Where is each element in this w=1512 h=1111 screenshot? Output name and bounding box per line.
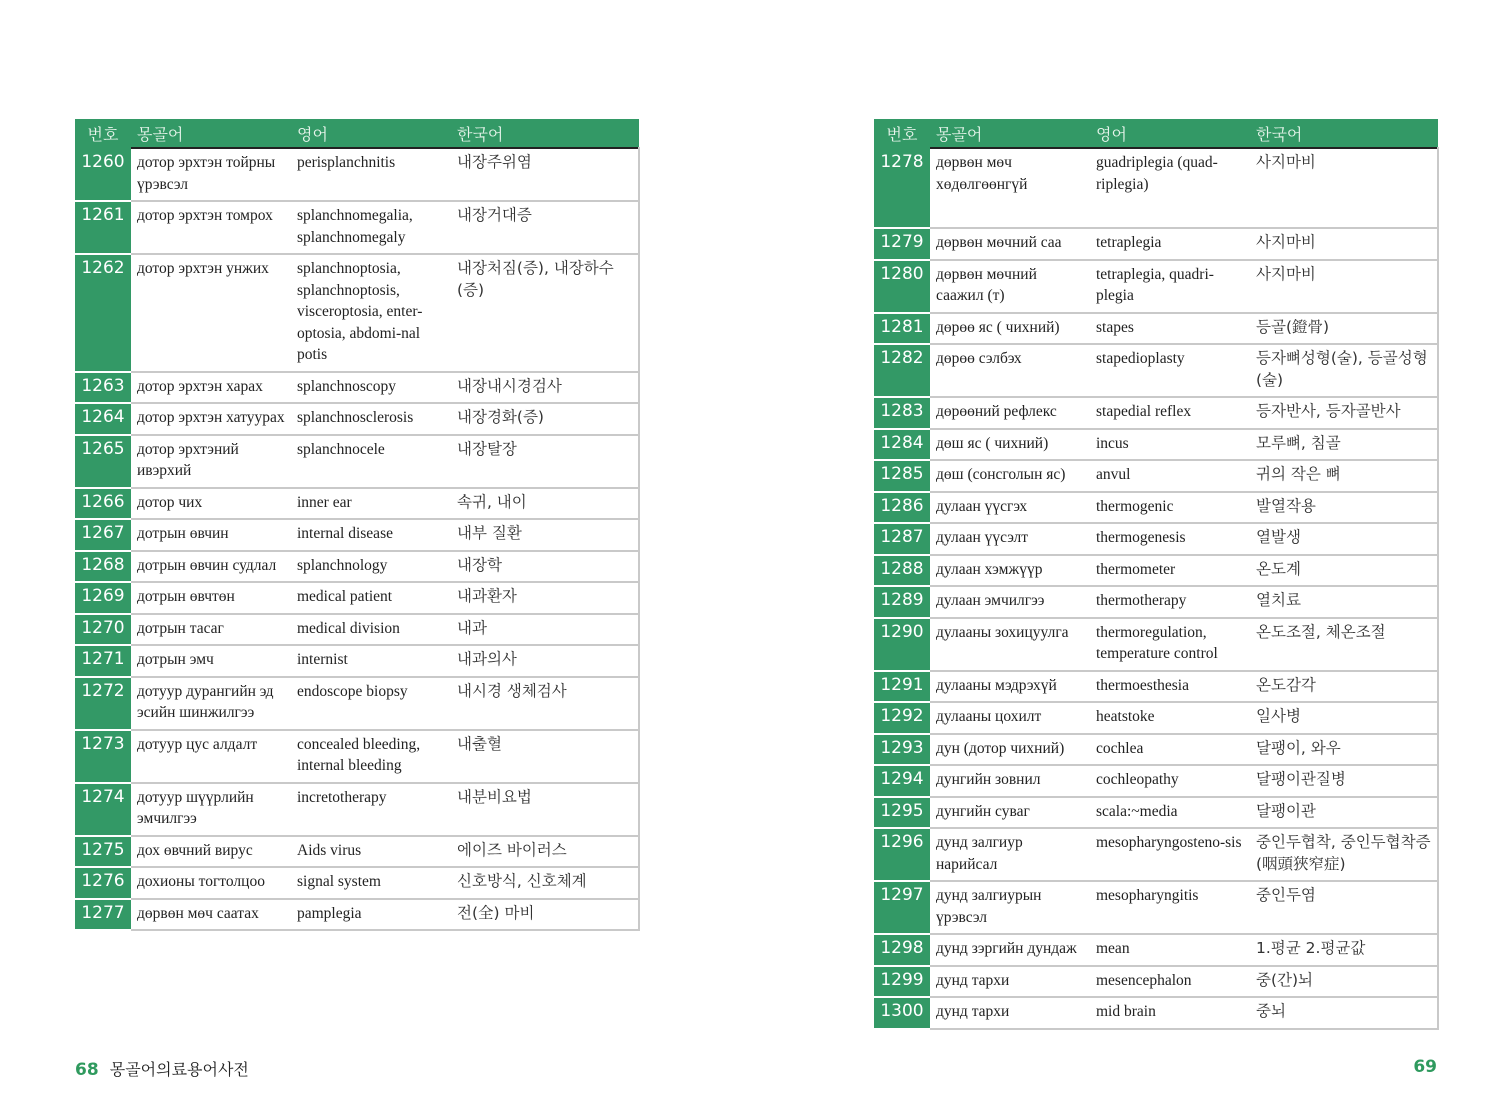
english-term: thermogenic (1090, 492, 1250, 524)
table-row (75, 614, 639, 646)
korean-term: 내장경화(증) (451, 403, 639, 435)
mongolian-term: дотор эрхтэн тойрны үрэвсэл (131, 148, 291, 201)
korean-term: 중인두염 (1250, 881, 1438, 934)
entry-number: 1288 (874, 555, 930, 587)
table-row (75, 836, 639, 868)
mongolian-term: дотор эрхтэн харах (131, 372, 291, 404)
korean-term: 온도계 (1250, 555, 1438, 587)
english-term: perisplanchnitis (291, 148, 451, 201)
mongolian-term: дунд залгиур нарийсал (930, 828, 1090, 881)
korean-term: 발열작용 (1250, 492, 1438, 524)
table-row (874, 523, 1438, 555)
mongolian-term: дохионы тогтолцоо (131, 867, 291, 899)
korean-term: 내시경 생체검사 (451, 677, 639, 730)
english-term: mean (1090, 934, 1250, 966)
entry-number: 1291 (874, 671, 930, 703)
korean-term: 일사병 (1250, 702, 1438, 734)
entry-number: 1277 (75, 899, 131, 931)
mongolian-term: дотор эрхтэний ивэрхий (131, 435, 291, 488)
table-body (874, 148, 1438, 1029)
mongolian-term: дотрын өвчин судлал (131, 551, 291, 583)
english-term: mesencephalon (1090, 966, 1250, 998)
table-row (874, 429, 1438, 461)
entry-number: 1261 (75, 201, 131, 254)
english-term: medical division (291, 614, 451, 646)
english-term: thermotherapy (1090, 586, 1250, 618)
korean-term: 달팽이관 (1250, 797, 1438, 829)
english-term: thermogenesis (1090, 523, 1250, 555)
korean-term: 내장내시경검사 (451, 372, 639, 404)
korean-term: 등자반사, 등자골반사 (1250, 397, 1438, 429)
mongolian-term: дунд залгиурын үрэвсэл (930, 881, 1090, 934)
header-mongolian: 몽골어 (131, 119, 291, 148)
table-row (874, 460, 1438, 492)
table-body (75, 148, 639, 930)
entry-number: 1280 (874, 260, 930, 313)
entry-number: 1287 (874, 523, 930, 555)
korean-term: 달팽이, 와우 (1250, 734, 1438, 766)
english-term: Aids virus (291, 836, 451, 868)
mongolian-term: дунгийн зовнил (930, 765, 1090, 797)
table-row (874, 492, 1438, 524)
entry-number: 1273 (75, 730, 131, 783)
english-term: splanchnology (291, 551, 451, 583)
english-term: medical patient (291, 582, 451, 614)
korean-term: 사지마비 (1250, 148, 1438, 228)
english-term: splanchnomegalia, splanchnomegaly (291, 201, 451, 254)
english-term: tetraplegia (1090, 228, 1250, 260)
entry-number: 1272 (75, 677, 131, 730)
korean-term: 내장처짐(증), 내장하수(증) (451, 254, 639, 372)
entry-number: 1268 (75, 551, 131, 583)
footer-right (1413, 1057, 1437, 1077)
entry-number: 1263 (75, 372, 131, 404)
mongolian-term: дөрвөн мөч хөдөлгөөнгүй (930, 148, 1090, 228)
table-row (75, 730, 639, 783)
table-row (874, 702, 1438, 734)
mongolian-term: дөрвөн мөч саатах (131, 899, 291, 931)
table-header (75, 119, 639, 148)
english-term: heatstoke (1090, 702, 1250, 734)
korean-term: 달팽이관질병 (1250, 765, 1438, 797)
korean-term: 사지마비 (1250, 260, 1438, 313)
entry-number: 1290 (874, 618, 930, 671)
mongolian-term: дунд тархи (930, 966, 1090, 998)
english-term: thermometer (1090, 555, 1250, 587)
entry-number: 1275 (75, 836, 131, 868)
english-term: anvul (1090, 460, 1250, 492)
table-row (874, 344, 1438, 397)
korean-term: 속귀, 내이 (451, 488, 639, 520)
english-term: stapes (1090, 313, 1250, 345)
entry-number: 1292 (874, 702, 930, 734)
table-row (75, 488, 639, 520)
entry-number: 1298 (874, 934, 930, 966)
mongolian-term: дулаан үүсэлт (930, 523, 1090, 555)
book-title: 몽골어의료용어사전 (109, 1060, 249, 1079)
mongolian-term: дотрын тасаг (131, 614, 291, 646)
korean-term: 등골(鐙骨) (1250, 313, 1438, 345)
korean-term: 등자뼈성형(술), 등골성형(술) (1250, 344, 1438, 397)
korean-term: 내장거대증 (451, 201, 639, 254)
table-row (75, 254, 639, 372)
table-row (75, 645, 639, 677)
table-row (874, 997, 1438, 1029)
entry-number: 1266 (75, 488, 131, 520)
english-term: internist (291, 645, 451, 677)
table-row (874, 397, 1438, 429)
korean-term: 1.평균 2.평균값 (1250, 934, 1438, 966)
table-row (874, 586, 1438, 618)
entry-number: 1278 (874, 148, 930, 228)
header-english: 영어 (1090, 119, 1250, 148)
table-row (874, 734, 1438, 766)
header-number: 번호 (75, 119, 131, 148)
english-term: inner ear (291, 488, 451, 520)
korean-term: 에이즈 바이러스 (451, 836, 639, 868)
english-term: guadriplegia (quad-riplegia) (1090, 148, 1250, 228)
table-row (874, 671, 1438, 703)
table-row (874, 618, 1438, 671)
page-number-left: 68 (75, 1060, 99, 1080)
entry-number: 1260 (75, 148, 131, 201)
mongolian-term: дотор эрхтэн унжих (131, 254, 291, 372)
mongolian-term: дөрөө сэлбэх (930, 344, 1090, 397)
entry-number: 1296 (874, 828, 930, 881)
mongolian-term: дунд тархи (930, 997, 1090, 1029)
entry-number: 1267 (75, 519, 131, 551)
entry-number: 1297 (874, 881, 930, 934)
korean-term: 내장주위염 (451, 148, 639, 201)
mongolian-term: дөш (сонсголын яс) (930, 460, 1090, 492)
table-row (75, 519, 639, 551)
english-term: stapedioplasty (1090, 344, 1250, 397)
table-row (874, 765, 1438, 797)
entry-number: 1269 (75, 582, 131, 614)
korean-term: 내장탈장 (451, 435, 639, 488)
table-row (75, 551, 639, 583)
table-row (874, 828, 1438, 881)
mongolian-term: дулаан эмчилгээ (930, 586, 1090, 618)
mongolian-term: дотор чих (131, 488, 291, 520)
english-term: incus (1090, 429, 1250, 461)
table-row (874, 934, 1438, 966)
korean-term: 내장학 (451, 551, 639, 583)
entry-number: 1300 (874, 997, 930, 1029)
footer-left (75, 1057, 249, 1080)
mongolian-term: дулаан хэмжүүр (930, 555, 1090, 587)
english-term: scala:~media (1090, 797, 1250, 829)
table-row (75, 783, 639, 836)
mongolian-term: дулааны мэдрэхүй (930, 671, 1090, 703)
korean-term: 열치료 (1250, 586, 1438, 618)
table-row (75, 435, 639, 488)
mongolian-term: дотуур шүүрлийн эмчилгээ (131, 783, 291, 836)
korean-term: 사지마비 (1250, 228, 1438, 260)
korean-term: 내출혈 (451, 730, 639, 783)
header-mongolian: 몽골어 (930, 119, 1090, 148)
korean-term: 신호방식, 신호체계 (451, 867, 639, 899)
english-term: stapedial reflex (1090, 397, 1250, 429)
table-row (874, 881, 1438, 934)
entry-number: 1265 (75, 435, 131, 488)
korean-term: 중(간)뇌 (1250, 966, 1438, 998)
english-term: thermoregulation, temperature control (1090, 618, 1250, 671)
english-term: incretotherapy (291, 783, 451, 836)
entry-number: 1279 (874, 228, 930, 260)
korean-term: 중인두협착, 중인두협착증(咽頭狹窄症) (1250, 828, 1438, 881)
entry-number: 1285 (874, 460, 930, 492)
english-term: mesopharyngitis (1090, 881, 1250, 934)
mongolian-term: дөрвөн мөчний саажил (т) (930, 260, 1090, 313)
mongolian-term: дотрын өвчин (131, 519, 291, 551)
entry-number: 1264 (75, 403, 131, 435)
korean-term: 전(全) 마비 (451, 899, 639, 931)
entry-number: 1299 (874, 966, 930, 998)
table-row (874, 555, 1438, 587)
entry-number: 1289 (874, 586, 930, 618)
mongolian-term: дөрөө яс ( чихний) (930, 313, 1090, 345)
entry-number: 1281 (874, 313, 930, 345)
korean-term: 귀의 작은 뼈 (1250, 460, 1438, 492)
table-header (874, 119, 1438, 148)
mongolian-term: дотрын эмч (131, 645, 291, 677)
table-row (75, 201, 639, 254)
mongolian-term: дох өвчний вирус (131, 836, 291, 868)
table-row (75, 867, 639, 899)
mongolian-term: дулааны цохилт (930, 702, 1090, 734)
table-row (75, 372, 639, 404)
english-term: signal system (291, 867, 451, 899)
table-row (75, 582, 639, 614)
korean-term: 모루뼈, 침골 (1250, 429, 1438, 461)
mongolian-term: дулааны зохицуулга (930, 618, 1090, 671)
english-term: cochlea (1090, 734, 1250, 766)
english-term: endoscope biopsy (291, 677, 451, 730)
table-row (874, 148, 1438, 228)
table-row (874, 797, 1438, 829)
english-term: thermoesthesia (1090, 671, 1250, 703)
mongolian-term: дотор эрхтэн томрох (131, 201, 291, 254)
english-term: concealed bleeding, internal bleeding (291, 730, 451, 783)
entry-number: 1294 (874, 765, 930, 797)
mongolian-term: дотуур цус алдалт (131, 730, 291, 783)
korean-term: 내과환자 (451, 582, 639, 614)
page-number-right: 69 (1413, 1057, 1437, 1077)
entry-number: 1270 (75, 614, 131, 646)
term-table-left (75, 119, 640, 931)
mongolian-term: дотуур дурангийн эд эсийн шинжилгээ (131, 677, 291, 730)
table-row (874, 966, 1438, 998)
korean-term: 내과의사 (451, 645, 639, 677)
korean-term: 내부 질환 (451, 519, 639, 551)
entry-number: 1262 (75, 254, 131, 372)
korean-term: 온도감각 (1250, 671, 1438, 703)
english-term: tetraplegia, quadri-plegia (1090, 260, 1250, 313)
entry-number: 1286 (874, 492, 930, 524)
english-term: mid brain (1090, 997, 1250, 1029)
table-row (874, 228, 1438, 260)
english-term: splanchnosclerosis (291, 403, 451, 435)
entry-number: 1274 (75, 783, 131, 836)
header-english: 영어 (291, 119, 451, 148)
mongolian-term: дунд зэргийн дундаж (930, 934, 1090, 966)
mongolian-term: дунгийн суваг (930, 797, 1090, 829)
korean-term: 내과 (451, 614, 639, 646)
entry-number: 1284 (874, 429, 930, 461)
table-row (75, 403, 639, 435)
entry-number: 1271 (75, 645, 131, 677)
english-term: cochleopathy (1090, 765, 1250, 797)
english-term: mesopharyngosteno-sis (1090, 828, 1250, 881)
korean-term: 내분비요법 (451, 783, 639, 836)
english-term: splanchnocele (291, 435, 451, 488)
mongolian-term: дөрвөн мөчний саа (930, 228, 1090, 260)
entry-number: 1283 (874, 397, 930, 429)
table-row (75, 899, 639, 931)
mongolian-term: дотрын өвчтөн (131, 582, 291, 614)
english-term: splanchnoscopy (291, 372, 451, 404)
table-row (874, 313, 1438, 345)
entry-number: 1293 (874, 734, 930, 766)
korean-term: 열발생 (1250, 523, 1438, 555)
english-term: internal disease (291, 519, 451, 551)
mongolian-term: дөрөөний рефлекс (930, 397, 1090, 429)
mongolian-term: дөш яс ( чихний) (930, 429, 1090, 461)
term-table-right (874, 119, 1439, 1030)
mongolian-term: дулаан үүсгэх (930, 492, 1090, 524)
english-term: splanchnoptosia, splanchnoptosis, visceroptosia, enter-optosia, abdomi-nal potis (291, 254, 451, 372)
mongolian-term: дотор эрхтэн хатуурах (131, 403, 291, 435)
table-row (75, 677, 639, 730)
header-korean: 한국어 (1250, 119, 1438, 148)
korean-term: 중뇌 (1250, 997, 1438, 1029)
english-term: pamplegia (291, 899, 451, 931)
table-row (75, 148, 639, 201)
mongolian-term: дун (дотор чихний) (930, 734, 1090, 766)
entry-number: 1282 (874, 344, 930, 397)
header-number: 번호 (874, 119, 930, 148)
entry-number: 1295 (874, 797, 930, 829)
header-korean: 한국어 (451, 119, 639, 148)
korean-term: 온도조절, 체온조절 (1250, 618, 1438, 671)
entry-number: 1276 (75, 867, 131, 899)
table-row (874, 260, 1438, 313)
